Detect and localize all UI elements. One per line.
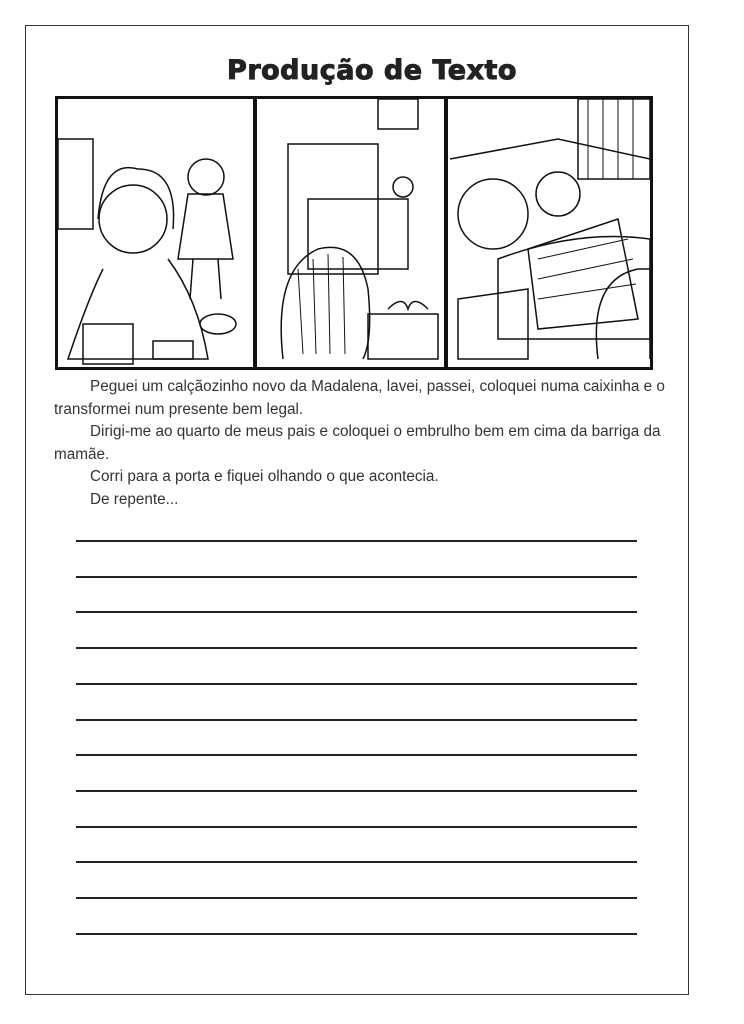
- writing-line[interactable]: [76, 576, 637, 578]
- comic-strip: [55, 96, 653, 370]
- story-paragraph: Corri para a porta e fiquei olhando o que acontecia.: [90, 468, 439, 485]
- story-text: [54, 376, 674, 511]
- story-paragraph: Peguei um calçãozinho novo da Madalena, lavei, passei, coloquei numa caixinha e o transformei num presente bem legal.: [54, 378, 665, 418]
- writing-line[interactable]: [76, 719, 637, 721]
- writing-line[interactable]: [76, 683, 637, 685]
- writing-line[interactable]: [76, 861, 637, 863]
- writing-line[interactable]: [76, 790, 637, 792]
- story-paragraph: De repente...: [90, 490, 179, 508]
- writing-line[interactable]: [76, 647, 637, 649]
- writing-line[interactable]: [76, 826, 637, 828]
- comic-illustration: [58, 99, 650, 367]
- page-title: Produção de Texto: [227, 55, 517, 86]
- writing-line[interactable]: [76, 754, 637, 756]
- writing-line[interactable]: [76, 897, 637, 899]
- story-paragraph: Dirigi-me ao quarto de meus pais e coloquei o embrulho bem em cima da barriga da mamãe.: [54, 423, 661, 463]
- writing-line[interactable]: [76, 540, 637, 542]
- writing-line[interactable]: [76, 611, 637, 613]
- writing-line[interactable]: [76, 933, 637, 935]
